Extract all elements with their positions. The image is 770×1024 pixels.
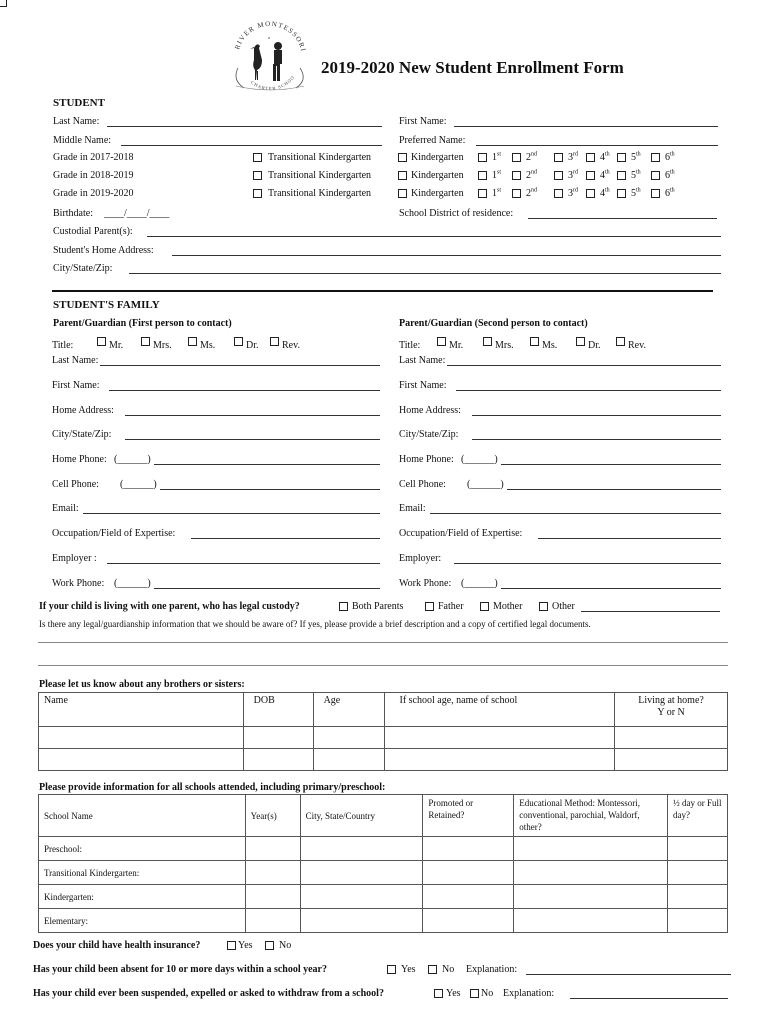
- grade-number: 3: [568, 152, 573, 163]
- tk-label: Transitional Kindergarten: [268, 170, 372, 181]
- kindergarten-checkbox[interactable]: [398, 153, 407, 162]
- grade-number: 2: [526, 188, 531, 199]
- corner-mark: [0, 0, 7, 7]
- grade-checkbox[interactable]: [512, 153, 521, 162]
- kindergarten-label: Kindergarten: [411, 152, 464, 163]
- title-checkbox[interactable]: [437, 337, 446, 346]
- parent-field-line[interactable]: [191, 538, 380, 539]
- title-option: Rev.: [282, 340, 300, 351]
- custodial-parent-field[interactable]: [147, 236, 721, 237]
- title-option: Mr.: [109, 340, 124, 351]
- table-row[interactable]: [39, 861, 728, 885]
- parent-field-line[interactable]: [430, 513, 721, 514]
- absent-no-label: No: [442, 964, 455, 975]
- title-checkbox[interactable]: [188, 337, 197, 346]
- custody-option-checkbox[interactable]: [425, 602, 434, 611]
- col-promoted: Promoted or Retained?: [423, 795, 514, 837]
- home-address-field[interactable]: [172, 255, 721, 256]
- phone-area-code[interactable]: (______): [114, 578, 151, 589]
- tk-label: Transitional Kindergarten: [268, 152, 372, 163]
- preferred-name-field[interactable]: [476, 145, 718, 146]
- parent-field-label: Work Phone:: [399, 578, 452, 589]
- grade-suffix: th: [605, 151, 610, 158]
- grade-label: [526, 170, 537, 182]
- parent-field-line[interactable]: [501, 588, 721, 589]
- grade-suffix: th: [670, 151, 675, 158]
- suspended-yes-label: Yes: [446, 988, 461, 999]
- grade-label: [665, 152, 675, 164]
- col-years: Year(s): [245, 795, 300, 837]
- custody-option-checkbox[interactable]: [480, 602, 489, 611]
- tk-checkbox[interactable]: [253, 171, 262, 180]
- kindergarten-label: Kindergarten: [411, 188, 464, 199]
- parent-field-line[interactable]: [107, 563, 380, 564]
- parent-field-line[interactable]: [454, 563, 721, 564]
- parent-field-label: City/State/Zip:: [399, 429, 459, 440]
- phone-area-code[interactable]: (______): [114, 454, 151, 465]
- home-address-label: Student's Home Address:: [53, 245, 154, 256]
- section-divider: [52, 290, 713, 292]
- grade-label: [492, 170, 501, 182]
- last-name-label: Last Name:: [53, 116, 100, 127]
- absent-yes-label: Yes: [401, 964, 416, 975]
- grade-number: 5: [631, 188, 636, 199]
- grade-suffix: rd: [573, 187, 578, 194]
- title-label: Title:: [52, 340, 74, 351]
- parent-field-line[interactable]: [472, 439, 721, 440]
- suspended-yes-checkbox[interactable]: [434, 989, 443, 998]
- parent-field-label: Home Phone:: [52, 454, 107, 465]
- title-checkbox[interactable]: [616, 337, 625, 346]
- grade-label: [600, 170, 610, 182]
- row-preschool: Preschool:: [39, 837, 246, 861]
- grade-label: [568, 170, 578, 182]
- title-checkbox[interactable]: [483, 337, 492, 346]
- svg-text:RIVER MONTESSORI: [233, 20, 307, 53]
- tk-label: Transitional Kindergarten: [268, 188, 372, 199]
- grade-suffix: th: [636, 151, 641, 158]
- parent-field-label: Occupation/Field of Expertise:: [52, 528, 176, 539]
- grade-checkbox[interactable]: [478, 153, 487, 162]
- grade-checkbox[interactable]: [586, 153, 595, 162]
- parent-field-label: Cell Phone:: [52, 479, 99, 490]
- preferred-name-label: Preferred Name:: [399, 135, 466, 146]
- grade-number: 6: [665, 188, 670, 199]
- kindergarten-checkbox[interactable]: [398, 189, 407, 198]
- parent-field-label: Home Phone:: [399, 454, 454, 465]
- grade-suffix: rd: [573, 151, 578, 158]
- custody-option-label: Both Parents: [352, 601, 404, 612]
- grade-checkbox[interactable]: [586, 171, 595, 180]
- grade-suffix: st: [497, 151, 502, 158]
- grade-suffix: th: [670, 169, 675, 176]
- first-name-field[interactable]: [454, 126, 718, 127]
- grade-suffix: th: [636, 169, 641, 176]
- parent-field-line[interactable]: [507, 489, 721, 490]
- legal-info-line-1[interactable]: [38, 642, 728, 643]
- custodial-parent-label: Custodial Parent(s):: [53, 226, 133, 237]
- title-checkbox[interactable]: [270, 337, 279, 346]
- grade-label: [526, 188, 537, 200]
- parent-field-line[interactable]: [154, 588, 380, 589]
- grade-number: 3: [568, 188, 573, 199]
- grade-suffix: th: [670, 187, 675, 194]
- grade-checkbox[interactable]: [554, 189, 563, 198]
- custody-option-checkbox[interactable]: [539, 602, 548, 611]
- phone-area-code[interactable]: (______): [461, 454, 498, 465]
- title-option: Mr.: [449, 340, 464, 351]
- grade-number: 5: [631, 170, 636, 181]
- student-heading: STUDENT: [53, 97, 105, 109]
- grade-suffix: st: [497, 169, 502, 176]
- suspended-no-checkbox[interactable]: [470, 989, 479, 998]
- grade-checkbox[interactable]: [617, 171, 626, 180]
- grade-checkbox[interactable]: [617, 189, 626, 198]
- parent-field-line[interactable]: [456, 390, 721, 391]
- parent-field-line[interactable]: [100, 365, 380, 366]
- parent-field-line[interactable]: [154, 464, 380, 465]
- title-option: Dr.: [588, 340, 601, 351]
- birthdate-label: Birthdate:: [53, 208, 93, 219]
- grade-label: [631, 188, 641, 200]
- grade-row-label: Grade in 2018-2019: [53, 170, 134, 181]
- grade-number: 2: [526, 152, 531, 163]
- grade-number: 4: [600, 188, 605, 199]
- suspended-question: Has your child ever been suspended, expelled or asked to withdraw from a school?: [33, 988, 384, 999]
- col-dob: DOB: [243, 693, 313, 727]
- col-school: If school age, name of school: [385, 693, 615, 727]
- grade-label: [600, 152, 610, 164]
- title-option: Ms.: [542, 340, 558, 351]
- row-elementary: Elementary:: [39, 909, 246, 933]
- schools-table: [38, 794, 728, 933]
- phone-area-code[interactable]: (______): [467, 479, 504, 490]
- title-option: Rev.: [628, 340, 646, 351]
- grade-checkbox[interactable]: [554, 171, 563, 180]
- grade-number: 6: [665, 170, 670, 181]
- parent-field-label: Last Name:: [52, 355, 99, 366]
- grade-number: 2: [526, 170, 531, 181]
- middle-name-label: Middle Name:: [53, 135, 112, 146]
- schools-heading: Please provide information for all schools attended, including primary/preschool:: [39, 782, 386, 793]
- insurance-no-label: No: [279, 940, 292, 951]
- grade-number: 3: [568, 170, 573, 181]
- absent-question: Has your child been absent for 10 or more days within a school year?: [33, 964, 327, 975]
- custody-option-checkbox[interactable]: [339, 602, 348, 611]
- insurance-yes-checkbox[interactable]: [227, 941, 236, 950]
- title-checkbox[interactable]: [234, 337, 243, 346]
- parent-field-label: Employer:: [399, 553, 442, 564]
- siblings-table: [38, 692, 728, 771]
- grade-checkbox[interactable]: [512, 171, 521, 180]
- parent-field-line[interactable]: [472, 415, 721, 416]
- grade-checkbox[interactable]: [478, 171, 487, 180]
- row-kinder: Kindergarten:: [39, 885, 246, 909]
- insurance-no-checkbox[interactable]: [265, 941, 274, 950]
- grade-suffix: nd: [531, 169, 537, 176]
- parent-field-line[interactable]: [109, 390, 380, 391]
- logo-text-top: RIVER MONTESSORI: [233, 19, 308, 53]
- parent-field-label: Home Address:: [399, 405, 461, 416]
- parent-field-label: Employer :: [52, 553, 97, 564]
- grade-suffix: st: [497, 187, 502, 194]
- first-name-label: First Name:: [399, 116, 447, 127]
- title-option: Ms.: [200, 340, 216, 351]
- parent-field-label: Last Name:: [399, 355, 446, 366]
- col-method: Educational Method: Montessori, conventional, parochial, Waldorf, other?: [514, 795, 668, 837]
- grade-suffix: nd: [531, 151, 537, 158]
- city-state-zip-field[interactable]: [129, 273, 721, 274]
- grade-checkbox[interactable]: [651, 153, 660, 162]
- grade-number: 1: [492, 188, 497, 199]
- parent-field-line[interactable]: [160, 489, 380, 490]
- parent-field-label: Email:: [52, 503, 79, 514]
- city-state-zip-label: City/State/Zip:: [53, 263, 113, 274]
- suspended-no-label: No: [481, 988, 494, 999]
- row-tk: Transitional Kindergarten:: [39, 861, 246, 885]
- grade-suffix: th: [636, 187, 641, 194]
- grade-number: 4: [600, 170, 605, 181]
- title-checkbox[interactable]: [141, 337, 150, 346]
- grade-checkbox[interactable]: [586, 189, 595, 198]
- insurance-yes-label: Yes: [238, 940, 253, 951]
- school-district-field[interactable]: [528, 218, 717, 219]
- grade-label: [526, 152, 537, 164]
- col-name: Name: [39, 693, 244, 727]
- phone-area-code[interactable]: (______): [120, 479, 157, 490]
- parent-field-label: Email:: [399, 503, 426, 514]
- parent-field-label: Work Phone:: [52, 578, 105, 589]
- table-row[interactable]: [39, 909, 728, 933]
- title-option: Dr.: [246, 340, 259, 351]
- col-city: City, State/Country: [300, 795, 423, 837]
- parent-field-label: Home Address:: [52, 405, 114, 416]
- grade-number: 5: [631, 152, 636, 163]
- parent-field-line[interactable]: [125, 415, 380, 416]
- parent-field-line[interactable]: [125, 439, 380, 440]
- parent-field-line[interactable]: [501, 464, 721, 465]
- living-label: Living at home?: [638, 695, 704, 706]
- grade-number: 4: [600, 152, 605, 163]
- grade-number: 6: [665, 152, 670, 163]
- grade-checkbox[interactable]: [651, 171, 660, 180]
- col-day: ½ day or Full day?: [668, 795, 728, 837]
- absent-yes-checkbox[interactable]: [387, 965, 396, 974]
- grade-checkbox[interactable]: [512, 189, 521, 198]
- tk-checkbox[interactable]: [253, 153, 262, 162]
- parent-field-label: City/State/Zip:: [52, 429, 112, 440]
- legal-info-line-2[interactable]: [38, 665, 728, 666]
- title-label: Title:: [399, 340, 421, 351]
- title-option: Mrs.: [153, 340, 172, 351]
- grade-checkbox[interactable]: [554, 153, 563, 162]
- grade-label: [665, 188, 675, 200]
- grade-label: [665, 170, 675, 182]
- insurance-question: Does your child have health insurance?: [33, 940, 201, 951]
- title-checkbox[interactable]: [97, 337, 106, 346]
- grade-label: [492, 152, 501, 164]
- absent-explanation-label: Explanation:: [466, 964, 518, 975]
- col-living: [615, 693, 728, 727]
- grade-suffix: nd: [531, 187, 537, 194]
- siblings-heading: Please let us know about any brothers or sisters:: [39, 679, 245, 690]
- custody-question: If your child is living with one parent, who has legal custody?: [39, 601, 300, 612]
- middle-name-field[interactable]: [121, 145, 382, 146]
- grade-label: [631, 152, 641, 164]
- parent2-heading: Parent/Guardian (Second person to contact): [399, 318, 588, 329]
- parent-field-line[interactable]: [447, 365, 721, 366]
- form-title: 2019-2020 New Student Enrollment Form: [321, 58, 624, 77]
- grade-label: [600, 188, 610, 200]
- table-row[interactable]: [39, 749, 728, 771]
- grade-label: [568, 188, 578, 200]
- grade-checkbox[interactable]: [617, 153, 626, 162]
- parent-field-label: Cell Phone:: [399, 479, 446, 490]
- absent-no-checkbox[interactable]: [428, 965, 437, 974]
- svg-text:CHARTER SCHOOL: [224, 8, 296, 91]
- custody-other-field[interactable]: [581, 611, 720, 612]
- phone-area-code[interactable]: (______): [461, 578, 498, 589]
- title-checkbox[interactable]: [530, 337, 539, 346]
- parent-field-label: Occupation/Field of Expertise:: [399, 528, 523, 539]
- birthdate-field[interactable]: ____/____/____: [104, 208, 170, 219]
- family-heading: STUDENT'S FAMILY: [53, 299, 160, 311]
- grade-row-label: Grade in 2017-2018: [53, 152, 134, 163]
- custody-option-label: Mother: [493, 601, 523, 612]
- grade-suffix: rd: [573, 169, 578, 176]
- grade-number: 1: [492, 170, 497, 181]
- logo-text-bottom: CHARTER SCHOO: [249, 74, 296, 92]
- grade-checkbox[interactable]: [478, 189, 487, 198]
- parent-field-line[interactable]: [83, 513, 380, 514]
- table-row[interactable]: [39, 727, 728, 749]
- last-name-field[interactable]: [107, 126, 382, 127]
- grade-suffix: th: [605, 169, 610, 176]
- col-school-name: School Name: [39, 795, 246, 837]
- table-row[interactable]: [39, 885, 728, 909]
- grade-row-label: Grade in 2019-2020: [53, 188, 134, 199]
- living-sub: Y or N: [657, 707, 685, 718]
- legal-info-question: Is there any legal/guardianship information that we should be aware of? If yes, please provide a brief description and a copy of certified legal documents.: [39, 619, 591, 629]
- title-option: Mrs.: [495, 340, 514, 351]
- grade-checkbox[interactable]: [651, 189, 660, 198]
- grade-suffix: th: [605, 187, 610, 194]
- parent1-heading: Parent/Guardian (First person to contact): [53, 318, 232, 329]
- parent-field-label: First Name:: [52, 380, 100, 391]
- grade-label: [492, 188, 501, 200]
- col-age: Age: [313, 693, 385, 727]
- school-district-label: School District of residence:: [399, 208, 514, 219]
- parent-field-label: First Name:: [399, 380, 447, 391]
- grade-label: [568, 152, 578, 164]
- custody-option-label: Father: [438, 601, 464, 612]
- suspended-explanation-label: Explanation:: [503, 988, 555, 999]
- absent-explanation-field[interactable]: [526, 974, 731, 975]
- grade-number: 1: [492, 152, 497, 163]
- kindergarten-label: Kindergarten: [411, 170, 464, 181]
- table-row[interactable]: [39, 837, 728, 861]
- parent-field-line[interactable]: [538, 538, 721, 539]
- grade-label: [631, 170, 641, 182]
- custody-option-label: Other: [552, 601, 575, 612]
- tk-checkbox[interactable]: [253, 189, 262, 198]
- title-checkbox[interactable]: [576, 337, 585, 346]
- school-logo: [224, 8, 316, 100]
- suspended-explanation-field[interactable]: [570, 998, 728, 999]
- kindergarten-checkbox[interactable]: [398, 171, 407, 180]
